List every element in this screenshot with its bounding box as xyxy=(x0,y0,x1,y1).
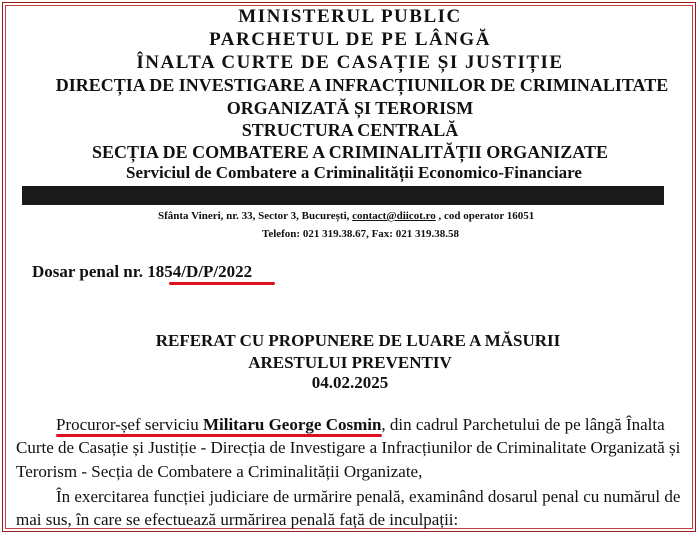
paragraph-1-line-2: Curte de Casație și Justiție - Direcția de Investigare a Infracțiunilor de Criminalitate Organizată și xyxy=(16,438,681,457)
document-date: 04.02.2025 xyxy=(311,373,389,392)
paragraph-2-line-1: În exercitarea funcției judiciare de urmărire penală, examinând dosarul penal cu numărul de xyxy=(56,487,681,506)
header-line-ministry: MINISTERUL PUBLIC xyxy=(238,6,462,27)
paragraph-1-line-1-tail: , din cadrul Parchetului de pe lângă Înalta xyxy=(381,415,665,434)
prosecutor-underline xyxy=(56,434,382,437)
prosecutor-name: Militaru George Cosmin xyxy=(202,415,382,434)
contact-email-link[interactable]: contact@diicot.ro xyxy=(352,210,436,222)
header-line-service: Serviciul de Combatere a Criminalității Economico-Financiare xyxy=(126,163,582,182)
phone-fax-line: Telefon: 021 319.38.67, Fax: 021 319.38.58 xyxy=(262,228,459,240)
header-line-directorate-2: ORGANIZATĂ ȘI TERORISM xyxy=(226,98,474,118)
operator-code: , cod operator 16051 xyxy=(438,210,535,222)
address-text: Sfânta Vineri, nr. 33, Sector 3, București, xyxy=(158,210,350,222)
title-line-2: ARESTULUI PREVENTIV xyxy=(248,353,452,372)
prosecutor-role: Procuror-șef serviciu xyxy=(56,415,203,434)
header-line-court: ÎNALTA CURTE DE CASAȚIE ȘI JUSTIȚIE xyxy=(136,52,564,73)
redaction-bar xyxy=(22,186,664,205)
paragraph-2-line-2: mai sus, în care se efectuează urmărirea penală față de inculpații: xyxy=(16,510,459,529)
paragraph-1-line-3: Terorism - Secția de Combatere a Criminalității Organizate, xyxy=(16,462,423,481)
header-line-parchet: PARCHETUL DE PE LÂNGĂ xyxy=(209,29,491,50)
contact-line xyxy=(158,210,534,222)
title-line-1: REFERAT CU PROPUNERE DE LUARE A MĂSURII xyxy=(155,331,561,350)
header-line-structure: STRUCTURA CENTRALĂ xyxy=(241,120,459,140)
case-file-label: Dosar penal nr. xyxy=(32,262,148,281)
paragraph-1-line-1 xyxy=(56,415,665,435)
case-file-number: 1854/D/P/2022 xyxy=(147,262,253,281)
header-line-directorate: DIRECȚIA DE INVESTIGARE A INFRACȚIUNILOR DE CRIMINALITATE xyxy=(55,75,669,95)
case-number-underline xyxy=(169,282,275,285)
case-file-line xyxy=(32,262,252,282)
header-line-section: SECȚIA DE COMBATERE A CRIMINALITĂȚII ORGANIZATE xyxy=(92,142,608,162)
